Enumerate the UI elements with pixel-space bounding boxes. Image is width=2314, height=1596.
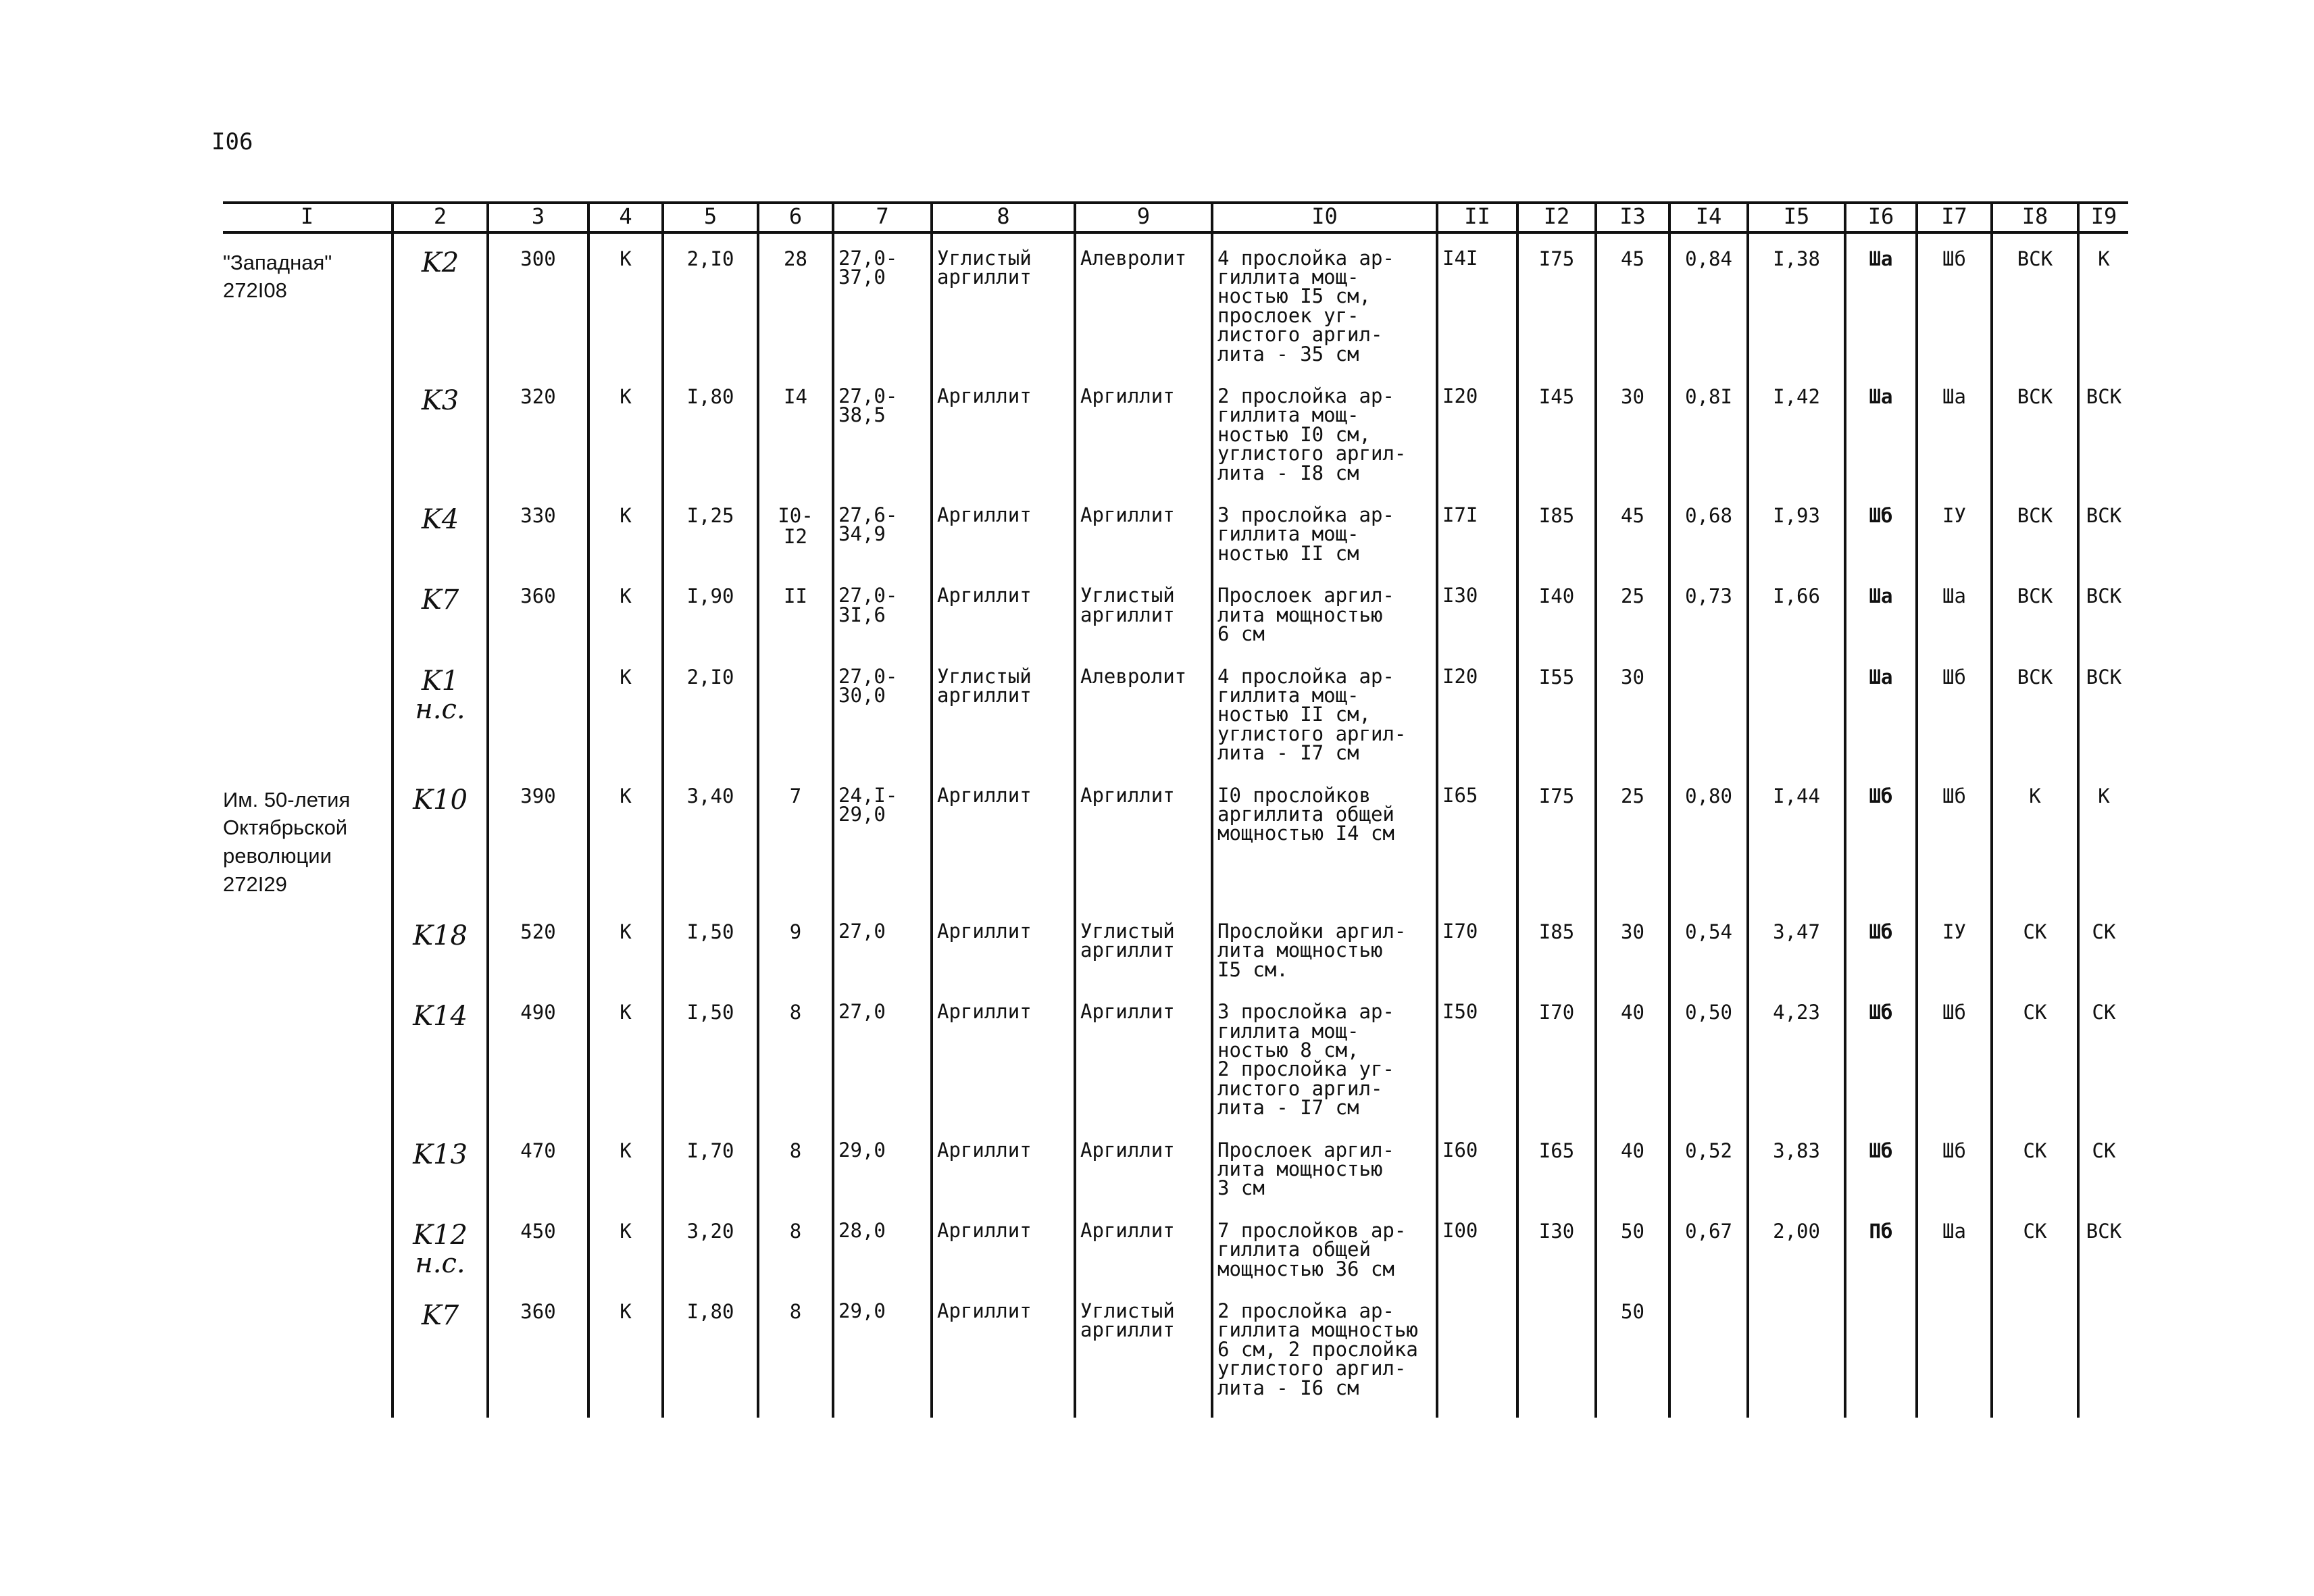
- cell-col-19: СК: [2078, 1126, 2128, 1206]
- cell-col-10: Прослойки аргил- лита мощностью I5 см.: [1212, 907, 1437, 987]
- cell-col-3: 300: [488, 232, 588, 372]
- column-header-6: 6: [758, 203, 833, 232]
- cell-col-10: Прослоек аргил- лита мощностью 3 см: [1212, 1126, 1437, 1206]
- cell-col-8: Аргиллит: [932, 491, 1075, 571]
- mine-line: "Западная": [223, 250, 332, 274]
- cell-col-5: I,50: [663, 907, 758, 987]
- cell-col-9: Аргиллит: [1075, 771, 1212, 907]
- cell-col-3: 330: [488, 491, 588, 571]
- geology-table: [223, 201, 2128, 1418]
- cell-col-3: 360: [488, 1287, 588, 1418]
- column-header-1: I: [223, 203, 393, 232]
- cell-col-4: K: [588, 1287, 663, 1418]
- cell-col-12: [1517, 1287, 1596, 1418]
- cell-col-15: I,93: [1748, 491, 1845, 571]
- mine-cell: [223, 1206, 393, 1287]
- cell-col-17: Шб: [1917, 987, 1992, 1125]
- cell-col-11: I70: [1437, 907, 1517, 987]
- cell-col-2: K2: [393, 232, 488, 372]
- cell-col-17: IУ: [1917, 907, 1992, 987]
- cell-col-18: ВСК: [1992, 491, 2078, 571]
- cell-col-10: 3 прослойка ар- гиллита мощ- ностью 8 см, 2 прослойка уг- листого аргил- лита - I7 см: [1212, 987, 1437, 1125]
- cell-col-4: K: [588, 987, 663, 1125]
- cell-col-7: 27,0- 30,0: [833, 652, 932, 771]
- cell-col-5: I,80: [663, 372, 758, 491]
- cell-col-17: Ша: [1917, 372, 1992, 491]
- mine-cell: [223, 571, 393, 651]
- cell-col-16: Шб: [1845, 491, 1917, 571]
- cell-col-7: 27,0- 38,5: [833, 372, 932, 491]
- cell-col-17: Шб: [1917, 771, 1992, 907]
- cell-col-16: Шб: [1845, 1126, 1917, 1206]
- cell-col-11: I7I: [1437, 491, 1517, 571]
- column-header-4: 4: [588, 203, 663, 232]
- cell-col-19: СК: [2078, 907, 2128, 987]
- cell-col-12: I40: [1517, 571, 1596, 651]
- cell-col-12: I85: [1517, 491, 1596, 571]
- cell-col-16: Шб: [1845, 771, 1917, 907]
- column-header-18: I8: [1992, 203, 2078, 232]
- cell-col-7: 27,0: [833, 987, 932, 1125]
- cell-col-12: I70: [1517, 987, 1596, 1125]
- column-header-7: 7: [833, 203, 932, 232]
- cell-col-19: ВСК: [2078, 652, 2128, 771]
- cell-col-17: Шб: [1917, 652, 1992, 771]
- cell-col-11: I20: [1437, 652, 1517, 771]
- cell-col-10: 4 прослойка ар- гиллита мощ- ностью II см, углистого аргил- лита - I7 см: [1212, 652, 1437, 771]
- cell-col-5: 3,40: [663, 771, 758, 907]
- column-header-8: 8: [932, 203, 1075, 232]
- cell-col-13: 40: [1596, 1126, 1669, 1206]
- mine-line: революции: [223, 844, 332, 868]
- cell-col-5: I,70: [663, 1126, 758, 1206]
- cell-col-16: Ша: [1845, 652, 1917, 771]
- cell-col-9: Алевролит: [1075, 652, 1212, 771]
- cell-col-3: 490: [488, 987, 588, 1125]
- cell-col-13: 45: [1596, 232, 1669, 372]
- cell-col-5: 2,I0: [663, 652, 758, 771]
- cell-col-4: K: [588, 1126, 663, 1206]
- cell-col-10: 3 прослойка ар- гиллита мощ- ностью II см: [1212, 491, 1437, 571]
- table-row: [223, 907, 2128, 987]
- cell-col-14: 0,73: [1669, 571, 1748, 651]
- cell-col-13: 25: [1596, 771, 1669, 907]
- cell-col-13: 30: [1596, 907, 1669, 987]
- cell-col-14: 0,80: [1669, 771, 1748, 907]
- cell-col-11: I4I: [1437, 232, 1517, 372]
- cell-col-14: 0,54: [1669, 907, 1748, 987]
- cell-col-5: 2,I0: [663, 232, 758, 372]
- cell-col-3: 470: [488, 1126, 588, 1206]
- cell-col-2: K7: [393, 1287, 488, 1418]
- cell-col-4: K: [588, 652, 663, 771]
- mine-cell: [223, 372, 393, 491]
- mine-cell: [223, 1126, 393, 1206]
- table-row: [223, 372, 2128, 491]
- column-header-11: II: [1437, 203, 1517, 232]
- cell-col-6: I0- I2: [758, 491, 833, 571]
- cell-col-16: Шб: [1845, 907, 1917, 987]
- cell-col-8: Аргиллит: [932, 771, 1075, 907]
- mine-line: Им. 50-летия: [223, 787, 351, 812]
- cell-col-6: 8: [758, 1287, 833, 1418]
- cell-col-14: [1669, 652, 1748, 771]
- cell-col-18: К: [1992, 771, 2078, 907]
- table-body: [223, 232, 2128, 1418]
- cell-col-10: 4 прослойка ар- гиллита мощ- ностью I5 см, прослоек уг- листого аргил- лита - 35 см: [1212, 232, 1437, 372]
- cell-col-10: 2 прослойка ар- гиллита мощ- ностью I0 см, углистого аргил- лита - I8 см: [1212, 372, 1437, 491]
- cell-col-7: 27,0- 3I,6: [833, 571, 932, 651]
- cell-col-6: 7: [758, 771, 833, 907]
- table-row: [223, 1206, 2128, 1287]
- cell-col-15: 4,23: [1748, 987, 1845, 1125]
- cell-col-6: II: [758, 571, 833, 651]
- cell-col-2: K13: [393, 1126, 488, 1206]
- cell-col-10: 2 прослойка ар- гиллита мощностью 6 см, 2 прослойка углистого аргил- лита - I6 см: [1212, 1287, 1437, 1418]
- column-header-10: I0: [1212, 203, 1437, 232]
- cell-col-6: I4: [758, 372, 833, 491]
- cell-col-12: I55: [1517, 652, 1596, 771]
- cell-col-17: IУ: [1917, 491, 1992, 571]
- mine-line: Октябрьской: [223, 816, 348, 840]
- cell-col-10: I0 прослойков аргиллита общей мощностью I4 см: [1212, 771, 1437, 907]
- cell-col-2: K12 н.с.: [393, 1206, 488, 1287]
- cell-col-18: СК: [1992, 1126, 2078, 1206]
- cell-col-16: Пб: [1845, 1206, 1917, 1287]
- cell-col-7: 27,6- 34,9: [833, 491, 932, 571]
- header-row: [223, 203, 2128, 232]
- table-row: [223, 771, 2128, 907]
- cell-col-4: K: [588, 1206, 663, 1287]
- cell-col-16: Ша: [1845, 571, 1917, 651]
- mine-cell: [223, 491, 393, 571]
- cell-col-14: 0,52: [1669, 1126, 1748, 1206]
- cell-col-6: [758, 652, 833, 771]
- cell-col-6: 9: [758, 907, 833, 987]
- cell-col-15: 3,47: [1748, 907, 1845, 987]
- cell-col-19: [2078, 1287, 2128, 1418]
- column-header-2: 2: [393, 203, 488, 232]
- cell-col-7: 29,0: [833, 1287, 932, 1418]
- cell-col-15: 2,00: [1748, 1206, 1845, 1287]
- cell-col-7: 24,I- 29,0: [833, 771, 932, 907]
- cell-col-15: I,44: [1748, 771, 1845, 907]
- cell-col-5: I,50: [663, 987, 758, 1125]
- mine-cell: [223, 987, 393, 1125]
- cell-col-15: I,38: [1748, 232, 1845, 372]
- cell-col-17: Ша: [1917, 571, 1992, 651]
- cell-col-19: ВСК: [2078, 372, 2128, 491]
- cell-col-13: 25: [1596, 571, 1669, 651]
- cell-col-13: 40: [1596, 987, 1669, 1125]
- mine-cell: [223, 771, 393, 907]
- cell-col-14: [1669, 1287, 1748, 1418]
- cell-col-12: I85: [1517, 907, 1596, 987]
- cell-col-11: I20: [1437, 372, 1517, 491]
- cell-col-16: Ша: [1845, 232, 1917, 372]
- cell-col-19: ВСК: [2078, 1206, 2128, 1287]
- table-row: [223, 987, 2128, 1125]
- cell-col-8: Аргиллит: [932, 1287, 1075, 1418]
- cell-col-13: 50: [1596, 1206, 1669, 1287]
- cell-col-9: Алевролит: [1075, 232, 1212, 372]
- cell-col-8: Аргиллит: [932, 372, 1075, 491]
- column-header-15: I5: [1748, 203, 1845, 232]
- cell-col-10: 7 прослойков ар- гиллита общей мощностью 36 см: [1212, 1206, 1437, 1287]
- cell-col-5: 3,20: [663, 1206, 758, 1287]
- table-row: [223, 232, 2128, 372]
- cell-col-13: 30: [1596, 652, 1669, 771]
- cell-col-3: 520: [488, 907, 588, 987]
- mine-line: 272I29: [223, 872, 287, 897]
- cell-col-7: 28,0: [833, 1206, 932, 1287]
- cell-col-7: 29,0: [833, 1126, 932, 1206]
- cell-col-5: I,25: [663, 491, 758, 571]
- cell-col-13: 45: [1596, 491, 1669, 571]
- cell-col-2: K4: [393, 491, 488, 571]
- cell-col-17: [1917, 1287, 1992, 1418]
- cell-col-6: 28: [758, 232, 833, 372]
- cell-col-4: K: [588, 491, 663, 571]
- cell-col-4: K: [588, 771, 663, 907]
- cell-col-3: [488, 652, 588, 771]
- cell-col-11: I50: [1437, 987, 1517, 1125]
- cell-col-12: I65: [1517, 1126, 1596, 1206]
- cell-col-14: 0,68: [1669, 491, 1748, 571]
- table-row: [223, 491, 2128, 571]
- column-header-13: I3: [1596, 203, 1669, 232]
- column-header-14: I4: [1669, 203, 1748, 232]
- cell-col-16: Ша: [1845, 372, 1917, 491]
- cell-col-7: 27,0: [833, 907, 932, 987]
- cell-col-18: ВСК: [1992, 571, 2078, 651]
- column-header-12: I2: [1517, 203, 1596, 232]
- cell-col-19: К: [2078, 771, 2128, 907]
- cell-col-10: Прослоек аргил- лита мощностью 6 см: [1212, 571, 1437, 651]
- cell-col-3: 320: [488, 372, 588, 491]
- cell-col-14: 0,8I: [1669, 372, 1748, 491]
- cell-col-18: СК: [1992, 987, 2078, 1125]
- table-row: [223, 652, 2128, 771]
- cell-col-12: I75: [1517, 771, 1596, 907]
- column-header-3: 3: [488, 203, 588, 232]
- cell-col-12: I75: [1517, 232, 1596, 372]
- cell-col-9: Аргиллит: [1075, 491, 1212, 571]
- cell-col-9: Аргиллит: [1075, 1206, 1212, 1287]
- cell-col-3: 390: [488, 771, 588, 907]
- cell-col-13: 50: [1596, 1287, 1669, 1418]
- cell-col-8: Аргиллит: [932, 571, 1075, 651]
- cell-col-17: Ша: [1917, 1206, 1992, 1287]
- cell-col-2: K7: [393, 571, 488, 651]
- mine-cell: [223, 1287, 393, 1418]
- cell-col-6: 8: [758, 987, 833, 1125]
- cell-col-9: Углистый аргиллит: [1075, 1287, 1212, 1418]
- cell-col-6: 8: [758, 1126, 833, 1206]
- cell-col-17: Шб: [1917, 232, 1992, 372]
- cell-col-17: Шб: [1917, 1126, 1992, 1206]
- cell-col-11: I65: [1437, 771, 1517, 907]
- cell-col-8: Углистый аргиллит: [932, 652, 1075, 771]
- cell-col-9: Аргиллит: [1075, 987, 1212, 1125]
- cell-col-3: 360: [488, 571, 588, 651]
- cell-col-12: I45: [1517, 372, 1596, 491]
- cell-col-2: K1 н.с.: [393, 652, 488, 771]
- cell-col-11: I00: [1437, 1206, 1517, 1287]
- table-row: [223, 1287, 2128, 1418]
- cell-col-14: 0,84: [1669, 232, 1748, 372]
- table-row: [223, 1126, 2128, 1206]
- cell-col-13: 30: [1596, 372, 1669, 491]
- cell-col-15: 3,83: [1748, 1126, 1845, 1206]
- cell-col-12: I30: [1517, 1206, 1596, 1287]
- cell-col-4: K: [588, 907, 663, 987]
- cell-col-16: [1845, 1287, 1917, 1418]
- cell-col-11: I60: [1437, 1126, 1517, 1206]
- cell-col-4: K: [588, 372, 663, 491]
- column-header-19: I9: [2078, 203, 2128, 232]
- cell-col-18: СК: [1992, 1206, 2078, 1287]
- cell-col-2: K3: [393, 372, 488, 491]
- column-header-9: 9: [1075, 203, 1212, 232]
- cell-col-8: Аргиллит: [932, 1126, 1075, 1206]
- cell-col-18: СК: [1992, 907, 2078, 987]
- cell-col-9: Аргиллит: [1075, 1126, 1212, 1206]
- cell-col-2: K10: [393, 771, 488, 907]
- cell-col-15: I,42: [1748, 372, 1845, 491]
- mine-cell: [223, 232, 393, 372]
- column-header-16: I6: [1845, 203, 1917, 232]
- cell-col-16: Шб: [1845, 987, 1917, 1125]
- cell-col-9: Углистый аргиллит: [1075, 907, 1212, 987]
- cell-col-9: Аргиллит: [1075, 372, 1212, 491]
- cell-col-15: I,66: [1748, 571, 1845, 651]
- cell-col-18: ВСК: [1992, 372, 2078, 491]
- cell-col-4: K: [588, 571, 663, 651]
- cell-col-19: СК: [2078, 987, 2128, 1125]
- table-row: [223, 571, 2128, 651]
- cell-col-18: ВСК: [1992, 232, 2078, 372]
- cell-col-19: ВСК: [2078, 491, 2128, 571]
- cell-col-18: ВСК: [1992, 652, 2078, 771]
- cell-col-7: 27,0- 37,0: [833, 232, 932, 372]
- mine-line: 272I08: [223, 278, 287, 303]
- mine-cell: [223, 652, 393, 771]
- cell-col-14: 0,50: [1669, 987, 1748, 1125]
- cell-col-11: [1437, 1287, 1517, 1418]
- cell-col-19: К: [2078, 232, 2128, 372]
- cell-col-14: 0,67: [1669, 1206, 1748, 1287]
- cell-col-8: Аргиллит: [932, 907, 1075, 987]
- cell-col-15: [1748, 652, 1845, 771]
- cell-col-11: I30: [1437, 571, 1517, 651]
- cell-col-18: [1992, 1287, 2078, 1418]
- column-header-5: 5: [663, 203, 758, 232]
- cell-col-6: 8: [758, 1206, 833, 1287]
- cell-col-3: 450: [488, 1206, 588, 1287]
- mine-cell: [223, 907, 393, 987]
- cell-col-5: I,80: [663, 1287, 758, 1418]
- cell-col-15: [1748, 1287, 1845, 1418]
- cell-col-8: Аргиллит: [932, 1206, 1075, 1287]
- cell-col-8: Аргиллит: [932, 987, 1075, 1125]
- cell-col-5: I,90: [663, 571, 758, 651]
- cell-col-2: K14: [393, 987, 488, 1125]
- cell-col-9: Углистый аргиллит: [1075, 571, 1212, 651]
- cell-col-4: K: [588, 232, 663, 372]
- page-number: I06: [211, 128, 253, 155]
- cell-col-8: Углистый аргиллит: [932, 232, 1075, 372]
- cell-col-19: ВСК: [2078, 571, 2128, 651]
- cell-col-2: K18: [393, 907, 488, 987]
- column-header-17: I7: [1917, 203, 1992, 232]
